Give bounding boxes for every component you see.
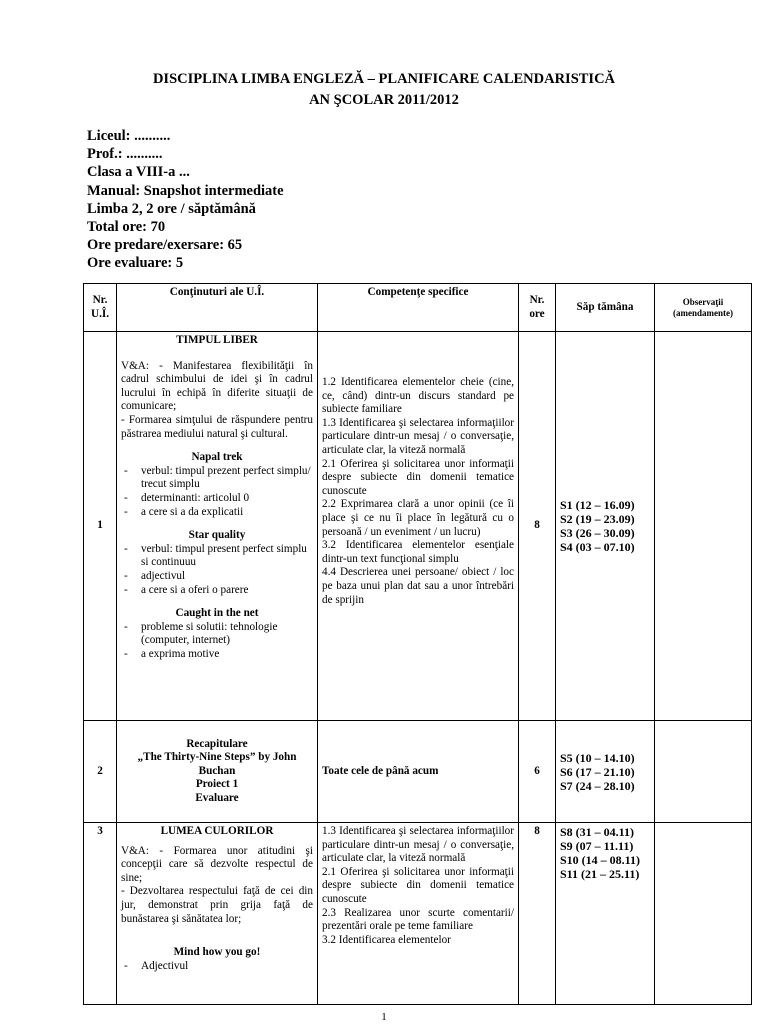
list-item: - determinanti: articolul 0 <box>121 492 313 506</box>
info-textbook: Manual: Snapshot intermediate <box>87 182 284 199</box>
row-weeks <box>556 823 655 1005</box>
section-title: Star quality <box>188 529 246 542</box>
row-weeks <box>556 721 655 823</box>
info-language-hours: Limba 2, 2 ore / săptămână <box>87 200 256 217</box>
values-attitudes: V&A: - Formarea unor atitudini şi concepţii care să dezvolte respectul de sine; <box>121 844 313 884</box>
week-item: S11 (21 – 25.11) <box>560 867 640 881</box>
info-teaching-hours: Ore predare/exersare: 65 <box>87 237 243 254</box>
row-hours: 8 <box>519 823 556 1005</box>
header-observatii: Observaţii (amendamente) <box>655 284 752 332</box>
row-contents <box>117 721 318 823</box>
competence-item: 1.3 Identificarea şi selectarea informaţiilor particulare dintr-un mesaj / o conversaţie, articulate clar, la viteză normală <box>322 416 514 456</box>
row-weeks <box>556 332 655 721</box>
header-continuturi: Conţinuturi ale U.Î. <box>117 284 318 332</box>
row-observations <box>655 823 752 1005</box>
competence-item: 2.1 Oferirea şi solicitarea unor informaţii despre subiecte din domenii tematice cunoscute <box>322 457 514 497</box>
reading-title: „The Thirty-Nine Steps” by John Buchan <box>137 751 297 777</box>
competence-item: 4.4 Descrierea unei persoane/ obiect / loc pe baza unui plan dat sau a unor întrebări de sprijin <box>322 566 514 606</box>
week-item: S1 (12 – 16.09) <box>560 498 635 512</box>
row-competences <box>318 823 519 1005</box>
document-title: DISCIPLINA LIMBA ENGLEZĂ – PLANIFICARE CALENDARISTICĂ <box>152 71 616 87</box>
planning-table <box>83 283 752 1005</box>
project-label: Proiect 1 <box>195 778 239 791</box>
values-attitudes: V&A: - Manifestarea flexibilităţii în cadrul schimbului de idei şi în cadrul lucrului în echipă în diferite situaţii de comunicare; <box>121 359 313 413</box>
week-item: S2 (19 – 23.09) <box>560 512 635 526</box>
week-item: S8 (31 – 04.11) <box>560 825 635 839</box>
row-number: 1 <box>84 332 117 721</box>
table-row <box>84 721 752 823</box>
review-title: Recapitulare <box>186 737 248 750</box>
competence-item: 3.2 Identificarea elementelor <box>322 933 451 946</box>
header-saptamana: Săp tămâna <box>556 284 655 332</box>
competence-item: 3.2 Identificarea elementelor esenţiale dintr-un text funcţional simplu <box>322 539 514 565</box>
row-contents <box>117 332 318 721</box>
list-item: - verbul: timpul prezent perfect simplu/ trecut simplu <box>121 465 313 492</box>
row-number: 3 <box>84 823 117 1005</box>
competence-item: 2.3 Realizarea unor scurte comentarii/ prezentări orale pe teme familiare <box>322 906 514 933</box>
row-observations <box>655 332 752 721</box>
course-info <box>87 127 284 273</box>
competence-item: 1.2 Identificarea elementelor cheie (cine, ce, când) dintr-un discurs standard pe subiecte familiare <box>322 376 514 416</box>
info-school: Liceul: .......... <box>87 128 171 144</box>
row-observations <box>655 721 752 823</box>
values-attitudes-2: - Dezvoltarea respectului faţă de cei din jur, demonstrat prin grija faţă de bunăstarea şi sănătatea lor; <box>121 885 313 925</box>
list-item: - verbul: timpul present perfect simplu si continuuu <box>121 543 313 570</box>
info-total-hours: Total ore: 70 <box>87 219 166 236</box>
list-item: - a cere si a oferi o parere <box>121 584 313 598</box>
row-contents <box>117 823 318 1005</box>
row-number: 2 <box>84 721 117 823</box>
section-title: Napal trek <box>191 451 243 464</box>
section-title: Mind how you go! <box>173 946 261 959</box>
table-row <box>84 823 752 1005</box>
week-item: S5 (10 – 14.10) <box>560 750 635 765</box>
row-hours: 6 <box>519 721 556 823</box>
page-number: 1 <box>381 1011 387 1023</box>
header-nr-ore: Nr. ore <box>519 284 556 332</box>
unit-title: TIMPUL LIBER <box>176 334 258 346</box>
evaluation-label: Evaluare <box>195 791 239 804</box>
week-item: S6 (17 – 21.10) <box>560 764 635 779</box>
week-item: S3 (26 – 30.09) <box>560 526 635 540</box>
info-teacher: Prof.: .......... <box>87 146 163 163</box>
list-item: - Adjectivul <box>121 960 313 974</box>
list-item: - a cere si a da explicatii <box>121 506 313 520</box>
list-item: - probleme si solutii: tehnologie (computer, internet) <box>121 621 313 648</box>
info-class: Clasa a VIII-a ... <box>87 164 190 181</box>
week-item: S9 (07 – 11.11) <box>560 839 634 853</box>
list-item: - adjectivul <box>121 570 313 584</box>
table-row <box>84 332 752 721</box>
info-evaluation-hours: Ore evaluare: 5 <box>87 255 184 272</box>
row-hours: 8 <box>519 332 556 721</box>
row-competences <box>318 332 519 721</box>
header-nr-ui: Nr. U.Î. <box>84 284 117 332</box>
row-competences: Toate cele de până acum <box>318 721 519 823</box>
table-header-row <box>84 284 752 332</box>
competence-item: 2.1 Oferirea şi solicitarea unor informaţii despre subiecte din domenii tematice cunoscute <box>322 865 514 905</box>
competence-item: 2.2 Exprimarea clară a unor opinii (ce îi place şi ce nu îi place în legătură cu o persoană / un eveniment / un lucru) <box>322 498 514 538</box>
competence-item: 1.3 Identificarea şi selectarea informaţiilor particulare dintr-un mesaj / o conversaţie, articulate clar, la viteză normală <box>322 825 514 865</box>
week-item: S10 (14 – 08.11) <box>560 853 641 867</box>
week-item: S7 (24 – 28.10) <box>560 778 635 793</box>
section-title: Caught in the net <box>175 607 259 620</box>
header-competente: Competenţe specifice <box>318 284 519 332</box>
unit-title: LUMEA CULORILOR <box>160 825 274 837</box>
school-year: AN ŞCOLAR 2011/2012 <box>309 92 459 108</box>
list-item: - a exprima motive <box>121 648 313 662</box>
week-item: S4 (03 – 07.10) <box>560 540 635 554</box>
values-attitudes-2: - Formarea simţului de răspundere pentru păstrarea mediului natural şi cultural. <box>121 413 313 440</box>
